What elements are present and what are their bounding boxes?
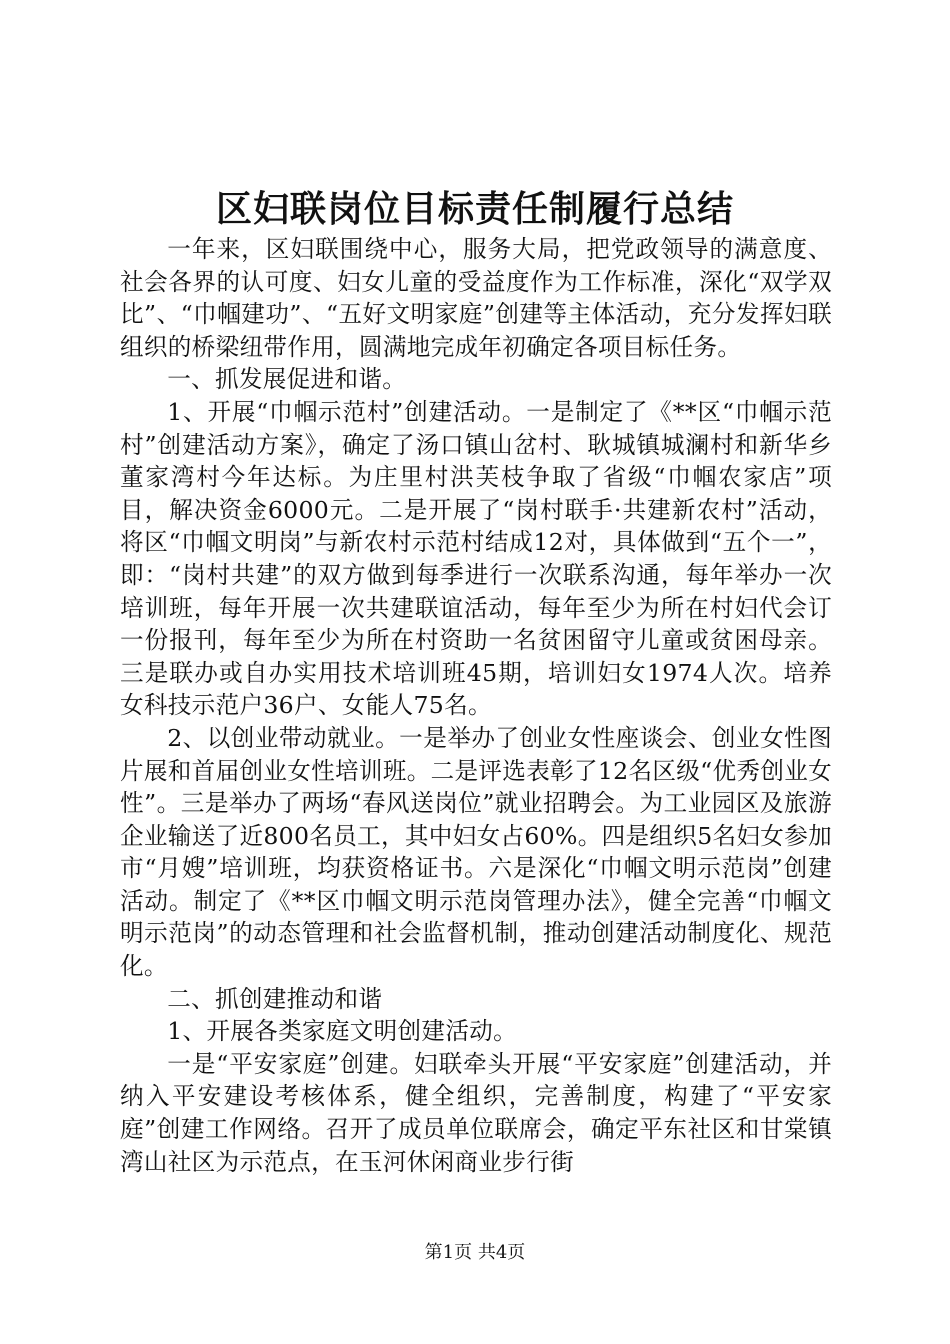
section-heading-2: 二、抓创建推动和谐 <box>167 984 383 1013</box>
page-number-footer: 第1页 共4页 <box>424 1242 526 1263</box>
document-body <box>120 233 832 1178</box>
paragraph-1-2: 2、以创业带动就业。一是举办了创业女性座谈会、创业女性图片展和首届创业女性培训班。二是评选表彰了12名区级“优秀创业女性”。三是举办了两场“春风送岗位”就业招聘会。为工业园区及旅游企业输送了近800名员工，其中妇女占60%。四是组织5名妇女参加市“月嫂”培训班，均获资格证书。六是深化“巾帼文明示范岗”创建活动。制定了《**区巾帼文明示范岗管理办法》，健全完善“巾帼文明示范岗”的动态管理和社会监督机制，推动创建活动制度化、规范化。 <box>120 723 833 981</box>
section-heading-1: 一、抓发展促进和谐。 <box>167 365 407 394</box>
paragraph-intro: 一年来，区妇联围绕中心，服务大局，把党政领导的满意度、社会各界的认可度、妇女儿童的受益度作为工作标准，深化“双学双比”、“巾帼建功”、“五好文明家庭”创建等主体活动，充分发挥妇联组织的桥梁纽带作用，圆满地完成年初确定各项目标任务。 <box>120 235 832 361</box>
paragraph-1-1: 1、开展“巾帼示范村”创建活动。一是制定了《**区“巾帼示范村”创建活动方案》，确定了汤口镇山岔村、耿城镇城澜村和新华乡董家湾村今年达标。为庄里村洪芙枝争取了省级“巾帼农家店”项目，解决资金6000元。二是开展了“岗村联手·共建新农村”活动，将区“巾帼文明岗”与新农村示范村结成12对，具体做到“五个一”，即：“岗村共建”的双方做到每季进行一次联系沟通，每年举办一次培训班，每年开展一次共建联谊活动，每年至少为所在村妇代会订一份报刊，每年至少为所在村资助一名贫困留守儿童或贫困母亲。三是联办或自办实用技术培训班45期，培训妇女1974人次。培养女科技示范户36户、女能人75名。 <box>120 397 832 720</box>
subsection-heading-2-1: 1、开展各类家庭文明创建活动。 <box>167 1017 518 1046</box>
document-title: 区妇联岗位目标责任制履行总结 <box>215 188 734 230</box>
paragraph-2-1-1: 一是“平安家庭”创建。妇联牵头开展“平安家庭”创建活动，并纳入平安建设考核体系，健全组织，完善制度，构建了“平安家庭”创建工作网络。召开了成员单位联席会，确定平东社区和甘棠镇湾山社区为示范点，在玉河休闲商业步行街 <box>120 1049 832 1176</box>
